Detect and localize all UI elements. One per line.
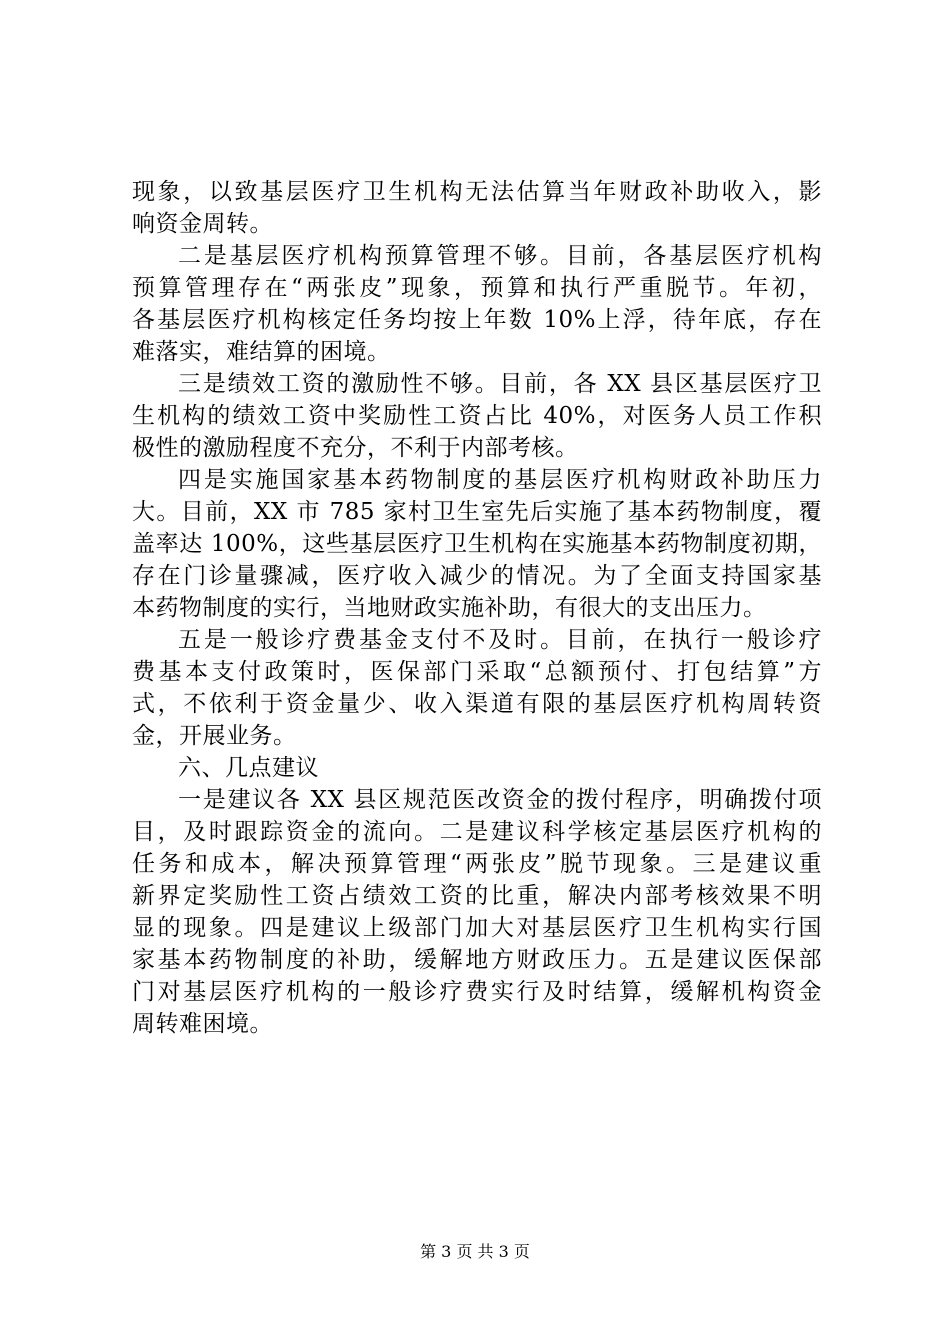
text-line: 三是绩效工资的激励性不够。目前，各 XX 县区基层医疗卫 bbox=[178, 371, 822, 397]
text-line: 极性的激励程度不充分，不利于内部考核。 bbox=[132, 435, 579, 461]
text-line: 二是基层医疗机构预算管理不够。目前，各基层医疗机构 bbox=[178, 243, 822, 269]
text-line: 门对基层医疗机构的一般诊疗费实行及时结算，缓解机构资金 bbox=[132, 979, 822, 1005]
text-line: 盖率达 100%，这些基层医疗卫生机构在实施基本药物制度初期， bbox=[132, 531, 822, 557]
page-number: 第 3 页 共 3 页 bbox=[420, 1242, 530, 1261]
text-line: 金，开展业务。 bbox=[132, 723, 297, 749]
text-line: 新界定奖励性工资占绩效工资的比重，解决内部考核效果不明 bbox=[132, 883, 822, 909]
text-line: 大。目前，XX 市 785 家村卫生室先后实施了基本药物制度，覆 bbox=[132, 499, 822, 525]
text-line: 本药物制度的实行，当地财政实施补助，有很大的支出压力。 bbox=[132, 595, 767, 621]
text-line: 四是实施国家基本药物制度的基层医疗机构财政补助压力 bbox=[178, 467, 822, 493]
text-line: 显的现象。四是建议上级部门加大对基层医疗卫生机构实行国 bbox=[132, 915, 822, 941]
text-line: 预算管理存在“两张皮”现象，预算和执行严重脱节。年初， bbox=[132, 275, 822, 301]
page-footer bbox=[0, 1242, 950, 1262]
text-line: 响资金周转。 bbox=[132, 211, 273, 237]
section-heading: 六、几点建议 bbox=[178, 755, 319, 781]
text-line: 目，及时跟踪资金的流向。二是建议科学核定基层医疗机构的 bbox=[132, 819, 822, 845]
document-body bbox=[132, 176, 822, 1040]
text-line: 五是一般诊疗费基金支付不及时。目前，在执行一般诊疗 bbox=[178, 627, 822, 653]
text-line: 存在门诊量骤减，医疗收入减少的情况。为了全面支持国家基 bbox=[132, 563, 822, 589]
text-line: 生机构的绩效工资中奖励性工资占比 40%，对医务人员工作积 bbox=[132, 403, 822, 429]
text-line: 一是建议各 XX 县区规范医改资金的拨付程序，明确拨付项 bbox=[178, 787, 822, 813]
text-line: 现象，以致基层医疗卫生机构无法估算当年财政补助收入，影 bbox=[132, 179, 822, 205]
text-line: 家基本药物制度的补助，缓解地方财政压力。五是建议医保部 bbox=[132, 947, 822, 973]
text-line: 式，不依利于资金量少、收入渠道有限的基层医疗机构周转资 bbox=[132, 691, 822, 717]
text-line: 各基层医疗机构核定任务均按上年数 10%上浮，待年底，存在 bbox=[132, 307, 822, 333]
text-line: 难落实，难结算的困境。 bbox=[132, 339, 391, 365]
text-line: 周转难困境。 bbox=[132, 1011, 273, 1037]
text-line: 费基本支付政策时，医保部门采取“总额预付、打包结算”方 bbox=[132, 659, 822, 685]
text-line: 任务和成本，解决预算管理“两张皮”脱节现象。三是建议重 bbox=[132, 851, 822, 877]
